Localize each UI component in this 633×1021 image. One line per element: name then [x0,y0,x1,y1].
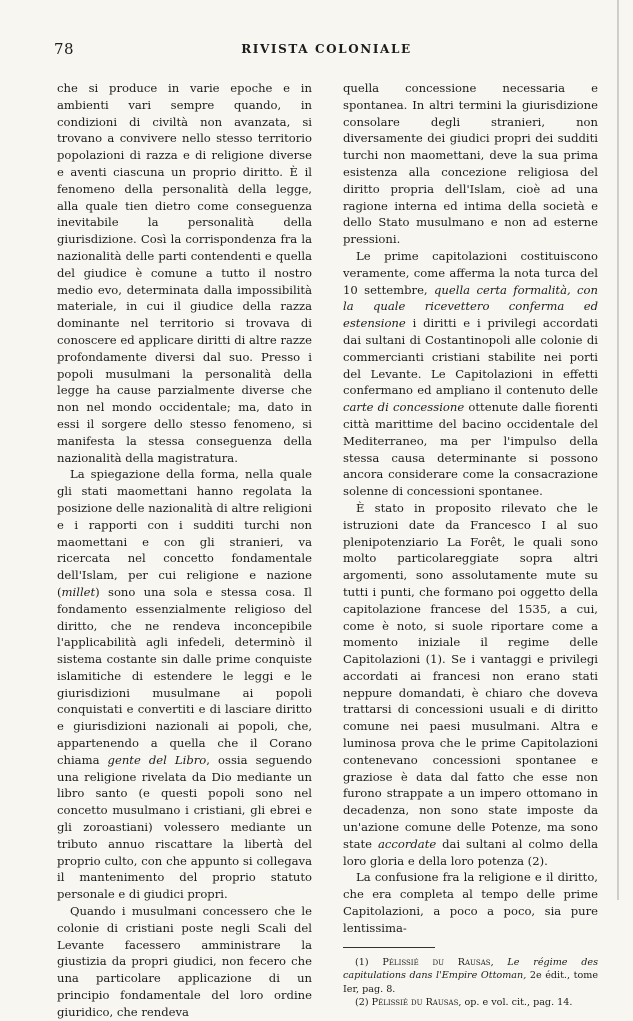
running-title: RIVISTA COLONIALE [241,42,412,56]
paragraph: Quando i musulmani concessero che le colonie di cristiani poste negli Scali del Levante facessero amministrare la giustizia da propri giudici, non fecero che una particolare applicazione di un principio fondamentale del loro ordine giuridico, che rendeva [57,904,312,1019]
text-run: La spiegazione della forma, nella quale gli stati maomettani hanno regolata la posizione delle nazionalità di altre religioni e i rapporti con i sudditi turchi non maomettani e con gli stranieri, va ricercata nel concetto fondamentale dell'Islam, per cui religione e nazione ( [57,467,312,599]
paragraph [343,500,598,870]
text-run: È stato in proposito rilevato che le istruzioni date da Francesco I al suo plenipotenziario La Forêt, le quali sono molto particolareggiate sopra altri argomenti, sono assolutamente mute su tutti i punti, che formano poi oggetto della capitolazione francese del 1535, a cui, come è noto, si suole riportare come a momento iniziale il regime delle Capitolazioni (1). Se i vantaggi e privilegi accordati ai francesi non erano stati neppure domandati, è chiaro che doveva trattarsi di concessioni usuali e di diritto comune nei paesi musulmani. Altra e luminosa prova che le prime Capitolazioni contenevano concessioni spontanee e graziose è data dal fatto che esse non furono strappate a un impero ottomano in decadenza, non sono state imposte da un'azione comune delle Potenze, ma sono state [343,500,598,851]
text-run: ) sono una sola e stessa cosa. Il fondamento essenzialmente religioso del diritto, che ne rendeva inconcepibile l'applicabilità agli infedeli, determinò il sistema costante sin dalle prime conquiste islamitiche di estendere le leggi e le giurisdizioni musulmane ai popoli conquistati e convertiti e di lasciare diritto e giurisdizioni nazionali ai popoli, che, appartenendo a quella che il Corano chiama [57,584,312,767]
italic-term: carte di concessione [343,400,465,415]
text-run: Le prime capitolazioni costituiscono veramente, come afferma la nota turca del 10 settembre, [343,248,598,297]
paragraph [343,248,598,500]
left-column [57,80,312,1021]
footnote-text: op. e vol. cit., pag. 14. [464,997,573,1009]
footnote-title: Le régime des capitulations dans l'Empire Ottoman, [343,956,598,982]
italic-term: accordate [377,836,437,851]
scan-edge-line [617,0,619,900]
paragraph: La confusione fra la religione e il diritto, che era completa al tempo delle prime Capitolazioni, a poco a poco, sia pure lentissima- [343,870,598,935]
text-run: i diritti e i privilegi accordati dai sultani di Costantinopoli alle colonie di commercianti cristiani stabilite nei porti del Levante. Le Capitolazioni in effetti confermano ed ampliano il contenuto delle [343,316,598,398]
footnote-2 [343,996,598,1010]
footnote-text: 2e édit., tome Ier, pag. 8. [343,970,598,995]
italic-quote: quella certa formalità, con la quale ricevettero conferma ed estensione [343,282,598,331]
footnote-1 [343,956,598,997]
text-run: ottenute dalle fiorenti città marittime del bacino occidentale del Mediterraneo, ma per l'impulso della stessa causa determinante si possono ancora considerare come la consacrazione solenne di concessioni spontanee. [343,400,598,499]
paragraph [57,466,312,903]
text-run: , ossia seguendo una religione rivelata da Dio mediante un libro santo (e questi popoli sono nel concetto musulmano i cristiani, gli ebrei e gli zoroastiani) volessero mediante un tributo annuo riscattare la libertà del proprio culto, con che appunto si collegava il mantenimento del proprio statuto personale e di giudici propri. [57,752,313,902]
page-header [54,40,599,60]
footnote-rule [343,947,435,948]
paragraph: che si produce in varie epoche e in ambienti vari sempre quando, in condizioni di civiltà non avanzata, si trovano a convivere nello stesso territorio popolazioni di razza e di religione diverse e aventi ciascuna un proprio diritto. È il fenomeno della personalità della legge, alla quale tien dietro come conseguenza inevitabile la personalità della giurisdizione. Così la corrispondenza fra la nazionalità delle parti contendenti e quella del giudice è comune a tutto il nostro medio evo, determinata dalla impossibilità materiale, in cui il giudice della razza dominante nel territorio si trovava di conoscere ed applicare diritti di altre razze profondamente diversi dal suo. Presso i popoli musulmani la personalità della legge ha cause parzialmente diverse che non nel mondo occidentale; ma, dato in essi il sorgere dello stesso fenomeno, si manifesta la stessa conseguenza della nazionalità della magistratura. [57,81,312,465]
italic-term: millet [61,584,96,599]
page-number: 78 [54,40,75,58]
right-column [343,80,598,1010]
footnote-author: (2) Pélissié du Rausas, [355,997,462,1009]
italic-term: gente del Libro [107,752,207,767]
footnote-author: (1) Pélissié du Rausas, [355,956,494,968]
paragraph: quella concessione necessaria e spontanea. In altri termini la giurisdizione consolare degli stranieri, non diversamente dei giudici propri dei sudditi turchi non maomettani, deve la sua prima esistenza alla concezione religiosa del diritto propria dell'Islam, cioè ad una ragione interna ed intima della società e dello Stato musulmano e non ad esterne pressioni. [343,81,598,247]
text-run: dai sultani al colmo della loro gloria e della loro potenza (2). [343,836,598,868]
